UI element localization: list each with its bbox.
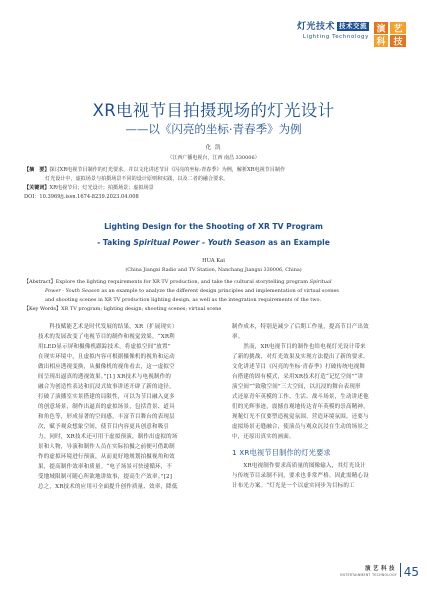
svg-text:艺: 艺: [393, 24, 403, 35]
keywords-en-label: 【Key Words】: [24, 306, 61, 312]
body-line: 中，还原出真实的画面。: [232, 434, 295, 440]
body-line: 现秘灯光不仅要塑造视觉氛围，营造环境氛围，还要与: [232, 414, 369, 420]
affiliation: （江西广播电视台，江西 南昌 330006）: [167, 155, 260, 161]
body-right-top: [232, 322, 392, 442]
abstract-en-line-3: and shooting scenes in XR TV production lighting design, as well as the integration requirements of the two.: [45, 297, 322, 303]
en-affiliation: (China Jiangxi Radio and TV Station, Nanchang Jiangxi 330006, China): [125, 267, 302, 273]
body-line: 然而，XR电视节目的制作也给电视灯光设计带来: [232, 344, 366, 350]
column-name-en: Lighting Technology: [302, 34, 369, 40]
body-column-left: [38, 322, 198, 492]
footer-brand-cn: 演艺科技: [364, 566, 397, 572]
footer-brand-en: ENTERTAINMENT TECHNOLOGY: [340, 573, 397, 577]
abstract-en-label: 【Abstract】: [24, 279, 56, 285]
journal-column-header: [297, 22, 369, 41]
author: 化 凯: [205, 145, 222, 151]
body-line: 作的虚拟环境进行预演，从而更好地规划拍摄视角和效: [38, 454, 175, 460]
body-line: 和角色等，形成显著的空间感，丰富节目舞台的表现层: [38, 414, 175, 420]
body-line: 在现实环境中，且虚拟内容可根据摄像机的视角和运动: [38, 354, 175, 360]
body-line: 了新的挑战，对灯光效果及实现方法提出了新的要求。: [232, 354, 369, 360]
footer-brand: [340, 566, 397, 578]
body-line: 演空间”“致敬空间”三大空间，以沉浸的舞台表现形: [232, 384, 361, 390]
body-line: 受地域限制可随心所欲地讲故事，提高生产效率。”[2]: [38, 474, 173, 480]
body-line: 文化讲述节目《闪亮的坐标·青春季》打破传统电视舞: [232, 364, 366, 370]
svg-text:演: 演: [376, 24, 386, 35]
body-line: 虚拟场景无缝融合，使演员与观众沉浸在生动的场景之: [232, 424, 369, 430]
column-name: 灯光技术 技术交流: [296, 22, 367, 32]
section-heading-1: 1 XR电视节目制作的灯光要求: [232, 448, 331, 457]
abstract-cn-block: [24, 166, 416, 202]
body-line: 间呈现出逼真的透视效果。”[1] XR技术与电视制作的: [38, 374, 172, 380]
body-line: 们的光辉事迹，震撼直观地传达青年英模的崇高精神，: [232, 404, 369, 410]
abstract-en-line-1: 【Abstract】Explore the lighting requirements for XR TV production, and take the cultural storytelling program Spiritual: [24, 279, 332, 285]
body-line: 总之，XR技术的应用可全面提升创作质量、效率，降低: [38, 484, 178, 490]
keywords-en: 【Key Words】XR TV program; lighting design; shooting scenes; virtual scene: [24, 306, 222, 312]
abstract-cn-label: 【摘 要】: [24, 167, 50, 173]
body-line: 果，提高制作效率和质量。“电子场景可快速循环，不: [38, 464, 173, 470]
en-title-line-2: - Taking Spiritual Power - Youth Season as an Example: [97, 238, 330, 247]
body-line: 式还原青年英模的工作、生活、战斗场景，生动讲述他: [232, 394, 369, 400]
column-tag: 技术交流: [339, 22, 367, 30]
doi: DOI：10.3969/j.issn.1674-8239.2023.04.008: [24, 194, 139, 200]
body-line: 率。: [232, 334, 244, 340]
body-line: 融合为创造性表达和沉浸式故事讲述开辟了新的途径，: [38, 384, 175, 390]
body-line: 制作成本，特别是减少了后期工作量，提高节目产出效: [232, 324, 369, 330]
body-column-right: [232, 322, 392, 491]
body-line: 景和人物，导演和制作人员在实际拍摄之前便可借助制: [38, 444, 175, 450]
body-line: 次，赋予观众想象空间，使节目内容更具创意和吸引: [38, 424, 170, 430]
body-line: 台搭建的固有模式，采用XR技术打造“记忆空间”“讲: [232, 374, 364, 380]
keywords-cn: 【关键词】XR电视节目；灯光设计；拍摄场景；虚拟场景: [24, 185, 154, 191]
en-title-line-1: Lighting Design for the Shooting of XR TV Program: [104, 222, 323, 231]
body-line: 的创意场景，制作出逼真的虚拟场景，包括背景、道具: [38, 404, 175, 410]
body-line: 技术的发展改变了电视节目的制作和视觉效果。“XR利: [38, 334, 175, 340]
body-line: 用LED显示屏和摄像机跟踪技术，将虚拟空间“放置”: [38, 344, 171, 350]
body-right-bottom: [232, 461, 392, 491]
body-line: 科技赋能艺术是时代发展的结果。XR（扩展现实）: [38, 324, 178, 330]
abstract-cn-line-1: 【摘 要】探讨XR电视节目制作的灯光要求，并以文化讲述节目《闪亮的坐标·青春季》为例，解析XR电视节目制作: [24, 167, 286, 173]
abstract-en-line-2: Power - Youth Season as an example to analyze the different design principles and implementation of virtual scenes: [45, 288, 339, 294]
body-line: 打破了演播室实景搭建的局限性，可以为节目融入更多: [38, 394, 175, 400]
article-title: XR电视节目拍摄现场的灯光设计: [92, 101, 335, 120]
svg-text:技: 技: [393, 37, 403, 48]
keywords-cn-label: 【关键词】: [24, 185, 50, 191]
abstract-cn-line-2: 灯光设计中，虚拟场景与拍摄场景不同的设计原则和实践，以及二者的融合要求。: [45, 176, 229, 182]
body-line: 力。同时，XR技术还可用于虚拟预演，制作出虚拟的场: [38, 434, 178, 440]
page-number-divider: [400, 563, 401, 577]
svg-text:科: 科: [376, 37, 386, 48]
body-line: 与传统节目录制不同，要求也非常严格。因此需精心设: [232, 473, 369, 479]
abstract-en-block: [24, 278, 416, 314]
en-author: HUA Kai: [202, 258, 225, 264]
journal-logo: [373, 20, 407, 48]
body-line: XR电视制作要求高质量的图像输入，其灯光设计: [232, 463, 366, 469]
body-line: 计布光方案。“灯光是一个以虚实同步为目标的工: [232, 483, 355, 489]
article-subtitle: ——以《闪亮的坐标·青春季》为例: [125, 122, 302, 136]
body-line: 做出相应透视变换，从摄像机的视角看去，这一虚拟空: [38, 364, 175, 370]
page-number: 45: [403, 565, 419, 579]
